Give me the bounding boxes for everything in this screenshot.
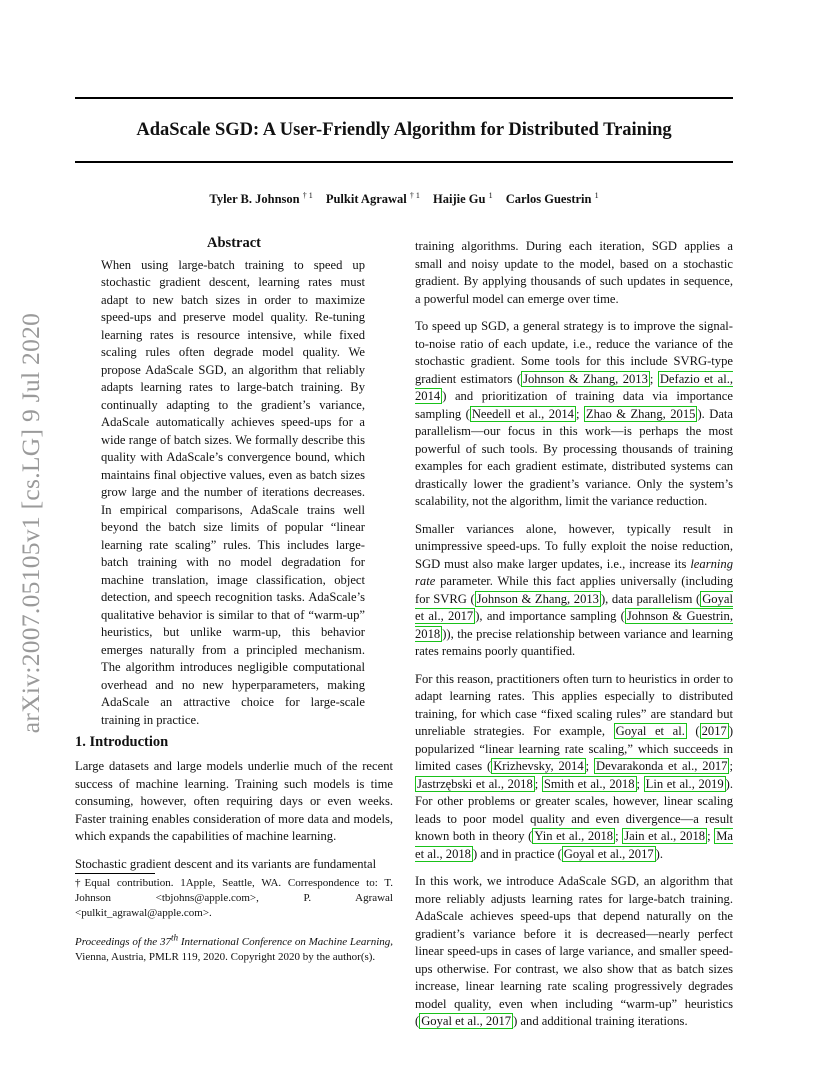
paragraph: To speed up SGD, a general strategy is to improve the signal-to-noise ratio of each update, i.e., reduce the variance of the stochastic gradient. Some tools for this include SVRG-type gradient estimators ( Johnson & Zhang, 2013 ; Defazio et al., 2014 ) and prioritization of training data via importance sampling ( Needell et al., 2014 ; Zhao & Zhang, 2015 ). Data parallelism—our focus in this work—is perhaps the most powerful of such tools. By processing thousands of training examples for each gradient estimate, distributed systems can drastically lower the gradient’s variance. Only the system’s scalability, not the algorithm, limit the variance reduction.: [415, 319, 733, 508]
introduction-text: [75, 758, 393, 883]
abstract-text: When using large-batch training to speed up stochastic gradient descent, learning rates must adapt to new batch sizes in order to maximize speed-ups and preserve model quality. Re-tuning learning rates is resource intensive, while fixed scaling rules often degrade model quality. We propose AdaScale SGD, an algorithm that reliably adapts learning rates to large-batch training. By continually adapting to the gradient’s variance, AdaScale automatically achieves speed-ups for a wide range of batch sizes. We formally describe this quality with AdaScale’s convergence bound, which maintains final objective values, even as batch sizes grow large and the number of iterations decreases. In empirical comparisons, AdaScale trains well beyond the batch size limits of popular “linear learning rate scaling” rules. This includes large-batch training with no model degradation for machine translation, image classification, object detection, and speech recognition tasks. AdaScale’s qualitative behavior is similar to that of “warm-up” heuristics, but unlike warm-up, this behavior emerges naturally from a principled mechanism. The algorithm introduces negligible computational overhead and no new hyperparameters, making AdaScale an attractive choice for large-scale training in practice.: [101, 257, 365, 727]
citation-link[interactable]: Jastrzębski et al., 2018: [417, 776, 533, 791]
citation-link[interactable]: 2017: [701, 724, 727, 738]
top-rule: [75, 97, 733, 99]
left-column: [75, 235, 393, 729]
citation-link[interactable]: Goyal et al.: [615, 724, 685, 738]
paragraph: Large datasets and large models underlie much of the recent success of machine learning. Training such models is time consuming, however, often requiring days or even weeks. Faster training enables consideration of more data and models, which expands the capabilities of machine learning.: [75, 759, 393, 843]
paragraph: Stochastic gradient descent and its variants are fundamental: [75, 856, 377, 871]
abstract-heading: Abstract: [207, 235, 261, 251]
citation-link[interactable]: Zhao & Zhang, 2015: [585, 406, 696, 421]
citation-link[interactable]: Johnson & Zhang, 2013: [523, 371, 648, 386]
citation-link[interactable]: Jain et al., 2018: [624, 829, 706, 843]
author-list: [75, 191, 733, 207]
citation-link[interactable]: Lin et al., 2019: [645, 776, 724, 791]
right-column: [415, 238, 733, 1041]
paragraph: For this reason, practitioners often turn to heuristics in order to adapt learning rates. This applies especially to distributed training, for which case “fixed scaling rules” are standard but unreliable strategies. For example, Goyal et al. ( 2017 ) popularized “linear learning rate scaling,” which succeeds in limited cases ( Krizhevsky, 2014 ; Devarakonda et al., 2017 ; Jastrzębski et al., 2018 ; Smith et al., 2018 ; Lin et al., 2019 ). For other problems or greater scales, however, linear scaling leads to poor model quality and even divergence—a result known both in theory ( Yin et al., 2018 ; Jain et al., 2018 ; Ma et al., 2018 ) and in practice ( Goyal et al., 2017 ).: [415, 671, 734, 861]
footnote-rule: [75, 873, 155, 874]
citation-link[interactable]: Goyal et al., 2017: [415, 591, 733, 623]
footnote: †Equal contribution. 1Apple, Seattle, WA. Correspondence to: T. Johnson <tbjohns@apple.com>, P. Agrawal <pulkit_agrawal@apple.com>.: [75, 877, 393, 919]
arxiv-stamp: arXiv:2007.05105v1 [cs.LG] 9 Jul 2020: [16, 312, 45, 734]
paragraph: In this work, we introduce AdaScale SGD, an algorithm that more reliably adjusts learning rates for large-batch training. AdaScale achieves speed-ups that depend naturally on the gradient’s variance before it is decreased—nearly perfect linear speed-ups in cases of large variance, and smaller speed-ups otherwise. For contrast, we also show that as batch sizes increase, linear learning rate scaling progressively degrades model quality, even when including “warm-up” heuristics ( Goyal et al., 2017 ) and additional training iterations.: [415, 874, 733, 1028]
citation-link[interactable]: Johnson & Guestrin, 2018: [415, 609, 734, 641]
title-bottom-rule: [75, 161, 733, 163]
citation-link[interactable]: Needell et al., 2014: [471, 406, 574, 421]
author: Carlos Guestrin $^1$: [505, 191, 599, 207]
paragraph: training algorithms. During each iteration, SGD applies a small and noisy update to the model, based on a stochastic gradient. By applying thousands of such updates in sequence, a powerful model can emerge over time.: [415, 239, 733, 306]
citation-link[interactable]: Johnson & Zhang, 2013: [476, 591, 599, 606]
proceedings-note: Proceedings of the 37th International Conference on Machine Learning, Vienna, Austria, PMLR 119, 2020. Copyright 2020 by the author(s).: [75, 932, 393, 963]
author: Pulkit Agrawal $^{\dagger 1}$: [325, 191, 420, 207]
section-heading-introduction: 1. Introduction: [75, 734, 169, 750]
author: Haijie Gu $^1$: [433, 191, 493, 207]
citation-link[interactable]: Yin et al., 2018: [534, 829, 614, 843]
citation-link[interactable]: Smith et al., 2018: [543, 776, 635, 791]
citation-link[interactable]: Goyal et al., 2017: [563, 846, 654, 861]
citation-link[interactable]: Goyal et al., 2017: [421, 1014, 512, 1028]
paragraph: Smaller variances alone, however, typically result in unimpressive speed-ups. To fully exploit the noise reduction, SGD must also make larger updates, i.e., increase its learning rate parameter. While this fact applies universally (including for SVRG ( Johnson & Zhang, 2013 ), data parallelism ( Goyal et al., 2017 ), and importance sampling ( Johnson & Guestrin, 2018 )), the precise relationship between variance and learning rates remains poorly quantified.: [415, 521, 734, 658]
citation-link[interactable]: Ma et al., 2018: [415, 829, 733, 861]
author: Tyler B. Johnson $^{\dagger 1}$: [209, 191, 313, 207]
citation-link[interactable]: Defazio et al., 2014: [415, 371, 733, 403]
paper-title: AdaScale SGD: A User-Friendly Algorithm for Distributed Training: [136, 120, 672, 140]
citation-link[interactable]: Krizhevsky, 2014: [493, 759, 584, 773]
citation-link[interactable]: Devarakonda et al., 2017: [596, 759, 728, 773]
